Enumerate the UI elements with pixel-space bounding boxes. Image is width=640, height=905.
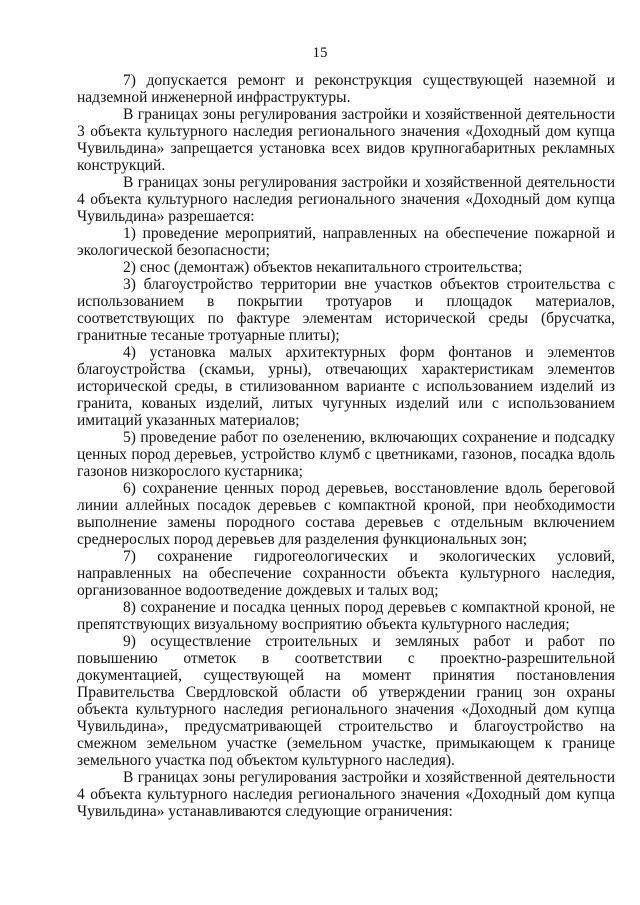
paragraph-zone-4-permitted-intro: В границах зоны регулирования застройки и хозяйственной деятельности 4 объекта культурного наследия регионального значения «Доходный дом купца Чувильдина» разрешается: bbox=[77, 174, 615, 225]
document-body bbox=[77, 72, 615, 820]
list-item-5: 5) проведение работ по озеленению, включающих сохранение и подсадку ценных пород деревьев, устройство клумб с цветниками, газонов, посадка вдоль газонов низкорослого кустарника; bbox=[77, 429, 615, 480]
list-item-2: 2) снос (демонтаж) объектов некапитального строительства; bbox=[123, 259, 523, 276]
paragraph-item-7-repair: 7) допускается ремонт и реконструкция существующей наземной и надземной инженерной инфраструктуры. bbox=[77, 72, 615, 106]
list-item-9: 9) осуществление строительных и земляных работ и работ по повышению отметок в соответствии с проектно-разрешительной документацией, существующей на момент принятия постановления Правительства Свердловской области об утверждении границ зон охраны объекта культурного наследия регионального значения «Доходный дом купца Чувильдина», предусматривающей строительство и благоустройство на смежном земельном участке (земельном участке, примыкающем к границе земельного участка под объектом культурного наследия). bbox=[77, 633, 615, 769]
list-item-7: 7) сохранение гидрогеологических и экологических условий, направленных на обеспечение сохранности объекта культурного наследия, организованное водоотведение дождевых и талых вод; bbox=[77, 548, 615, 599]
page-number: 15 bbox=[312, 45, 328, 61]
list-item-6: 6) сохранение ценных пород деревьев, восстановление вдоль береговой линии аллейных посадок деревьев с компактной кроной, при необходимости выполнение замены породного состава деревьев с отдельным включением среднерослых пород деревьев для разделения функциональных зон; bbox=[77, 480, 615, 548]
paragraph-zone-3-restrictions: В границах зоны регулирования застройки и хозяйственной деятельности 3 объекта культурного наследия регионального значения «Доходный дом купца Чувильдина» запрещается установка всех видов крупногабаритных рекламных конструкций. bbox=[77, 106, 615, 174]
paragraph-zone-4-restrictions-intro: В границах зоны регулирования застройки и хозяйственной деятельности 4 объекта культурного наследия регионального значения «Доходный дом купца Чувильдина» устанавливаются следующие ограничения: bbox=[77, 769, 615, 820]
list-item-8: 8) сохранение и посадка ценных пород деревьев с компактной кроной, не препятствующих визуальному восприятию объекта культурного наследия; bbox=[77, 599, 615, 633]
list-item-1: 1) проведение мероприятий, направленных на обеспечение пожарной и экологической безопасности; bbox=[77, 225, 615, 259]
list-item-4: 4) установка малых архитектурных форм фонтанов и элементов благоустройства (скамьи, урны), отвечающих характеристикам элементов исторической среды, в стилизованном варианте с использованием изделий из гранита, кованых изделий, литых чугунных изделий или с использованием имитаций указанных материалов; bbox=[77, 344, 615, 429]
list-item-3: 3) благоустройство территории вне участков объектов строительства с использованием в покрытии тротуаров и площадок материалов, соответствующих по фактуре элементам исторической среды (брусчатка, гранитные тесаные тротуарные плиты); bbox=[77, 276, 615, 344]
